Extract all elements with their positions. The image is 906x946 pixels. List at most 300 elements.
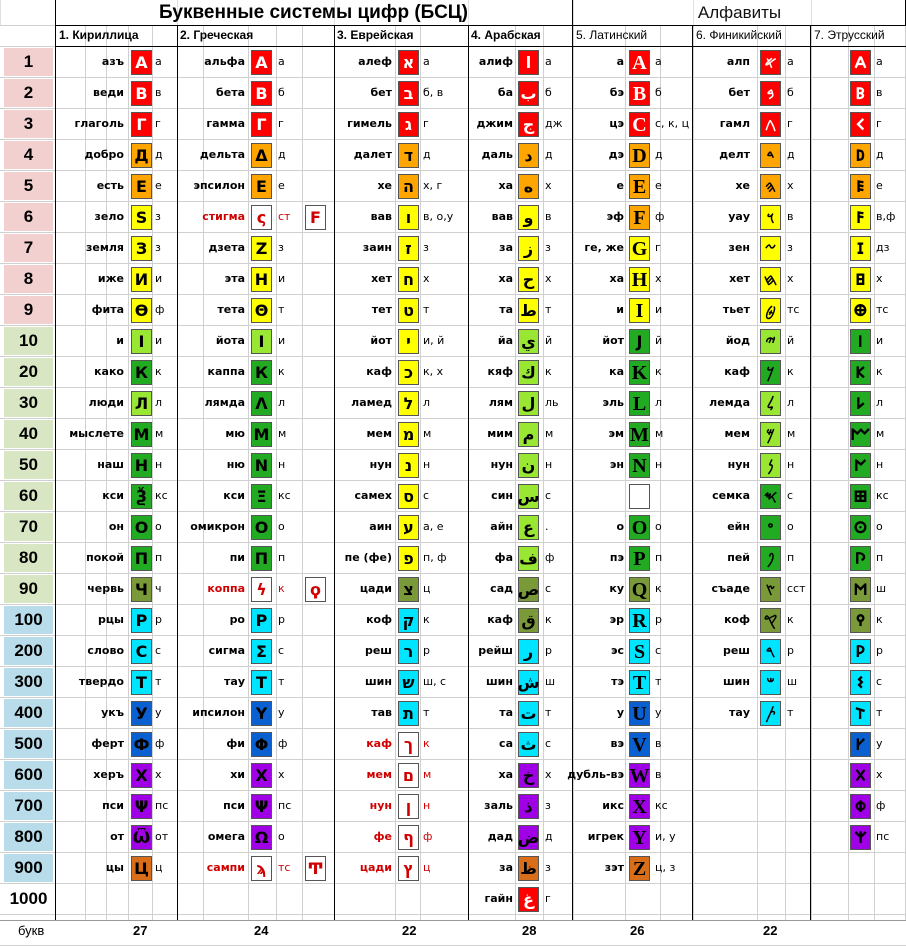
arabic-translit: р [545,644,552,657]
cyrillic-translit: о [155,520,162,533]
greek-letter: ϡ [251,856,272,881]
latin-letter: O [629,515,650,540]
greek-translit: п [278,551,286,564]
arabic-letter: ف [518,546,539,571]
latin-translit: е [655,179,662,192]
phoenician-translit: сст [787,582,806,595]
latin-translit: и, у [655,830,676,843]
hebrew-translit: р [423,644,430,657]
latin-letter: G [629,236,650,261]
greek-translit: г [278,117,284,130]
phoenician-letter: 𐤂 [760,112,781,137]
hebrew-translit: н [423,458,431,471]
greek-translit: л [278,396,286,409]
arabic-translit: б [545,86,552,99]
phoenician-letter: 𐤅 [760,205,781,230]
cyrillic-translit: н [155,458,163,471]
phoenician-translit: п [787,551,795,564]
etruscan-letter: 𐌔 [850,670,871,695]
greek-letter: К [251,360,272,385]
cyrillic-letter: Ѯ [131,484,152,509]
section-header-hebrew: 3. Еврейская [337,28,414,42]
greek-translit: з [278,241,284,254]
etruscan-letter: 𐌏 [850,515,871,540]
phoenician-name: тау [729,706,750,719]
arabic-letter: خ [518,763,539,788]
greek-letter: О [251,515,272,540]
cyrillic-name: слово [87,644,124,657]
arabic-translit: а [545,55,552,68]
cyrillic-translit: е [155,179,162,192]
etruscan-letter: 𐌄 [850,174,871,199]
arabic-translit: х [545,272,552,285]
phoenician-translit: ш [787,675,798,688]
greek-name: ро [229,613,245,626]
etruscan-translit: о [876,520,883,533]
greek-name: стигма [202,210,245,223]
greek-name: сигма [208,644,245,657]
greek-translit: и [278,272,286,285]
greek-name: лямда [204,396,245,409]
latin-name: зэт [604,861,624,874]
row-number: 6 [4,203,53,231]
cyrillic-name: веди [92,86,124,99]
phoenician-translit: р [787,644,794,657]
hebrew-translit: б, в [423,86,444,99]
latin-letter: L [629,391,650,416]
cyrillic-letter: Ц [131,856,152,881]
latin-name: дубль-вэ [567,768,624,781]
arabic-name: гайн [484,892,513,905]
phoenician-letter: 𐤁 [760,81,781,106]
row-number: 600 [4,761,53,789]
row-number: 40 [4,420,53,448]
phoenician-letter: 𐤎 [760,484,781,509]
phoenician-letter: 𐤃 [760,143,781,168]
etruscan-letter: 𐌒 [850,608,871,633]
arabic-letter: ط [518,298,539,323]
cyrillic-name: он [108,520,124,533]
latin-name: ха [609,272,624,285]
arabic-translit: н [545,458,553,471]
latin-translit: ц, з [655,861,676,874]
hebrew-translit: х [423,272,430,285]
etruscan-translit: е [876,179,883,192]
phoenician-name: съаде [711,582,750,595]
etruscan-letter: 𐌆 [850,236,871,261]
cyrillic-letter: Т [131,670,152,695]
phoenician-letter: 𐤒 [760,608,781,633]
greek-name: фи [226,737,245,750]
arabic-name: та [499,706,513,719]
greek-name: кси [223,489,245,502]
latin-translit: и [655,303,663,316]
greek-name: ню [226,458,245,471]
hebrew-letter: ס [398,484,419,509]
hebrew-name: каф [366,737,392,750]
etruscan-translit: л [876,396,884,409]
arabic-letter: ش [518,670,539,695]
hebrew-translit: ф [423,830,433,843]
arabic-letter: و [518,205,539,230]
arabic-translit: в [545,210,552,223]
etruscan-translit: кс [876,489,889,502]
greek-letter: Σ [251,639,272,664]
phoenician-name: каф [724,365,750,378]
row-number: 300 [4,668,53,696]
etruscan-letter: 𐌘 [850,794,871,819]
phoenician-letter: 𐤕 [760,701,781,726]
cyrillic-translit: ч [155,582,162,595]
hebrew-translit: ш, с [423,675,447,688]
arabic-letter: غ [518,887,539,912]
arabic-translit: с [545,489,552,502]
cyrillic-name: фита [91,303,124,316]
phoenician-name: алп [726,55,750,68]
hebrew-letter: ה [398,174,419,199]
cyrillic-translit: кс [155,489,168,502]
hebrew-name: заин [362,241,392,254]
cyrillic-translit: л [155,396,163,409]
latin-translit: о [655,520,662,533]
count-hebrew: 22 [402,923,417,938]
hebrew-name: каф [366,365,392,378]
hebrew-name: бет [370,86,392,99]
etruscan-letter: 𐌓 [850,639,871,664]
phoenician-translit: к [787,613,794,626]
row-number: 3 [4,110,53,138]
latin-letter: C [629,112,650,137]
etruscan-letter: 𐌌 [850,422,871,447]
row-number: 60 [4,482,53,510]
cyrillic-name: есть [96,179,124,192]
arabic-letter: ه [518,174,539,199]
phoenician-translit: д [787,148,795,161]
etruscan-letter: 𐌉 [850,329,871,354]
greek-translit: ст [278,210,291,223]
cyrillic-translit: д [155,148,163,161]
cyrillic-name: како [94,365,124,378]
hebrew-translit: и, й [423,334,445,347]
latin-letter: Z [629,856,650,881]
arabic-letter: ذ [518,794,539,819]
phoenician-name: уау [728,210,750,223]
etruscan-translit: г [876,117,882,130]
arabic-translit: с [545,737,552,750]
cyrillic-translit: г [155,117,161,130]
greek-translit: т [278,303,285,316]
greek-letter: Δ [251,143,272,168]
greek-name: ипсилон [192,706,245,719]
hebrew-letter: ק [398,608,419,633]
arabic-name: та [499,303,513,316]
cyrillic-translit: ф [155,737,165,750]
etruscan-letter: 𐌗 [850,763,871,788]
latin-translit: н [655,458,663,471]
cyrillic-name: зело [94,210,124,223]
arabic-letter: ث [518,732,539,757]
latin-name: пэ [609,551,624,564]
phoenician-translit: г [787,117,793,130]
arabic-name: кяф [487,365,513,378]
row-number: 10 [4,327,53,355]
greek-name: дельта [199,148,245,161]
row-number: 7 [4,234,53,262]
hebrew-letter: פ [398,546,419,571]
latin-letter: R [629,608,650,633]
cyrillic-letter: S [131,205,152,230]
greek-translit: кс [278,489,291,502]
etruscan-translit: т [876,706,883,719]
cyrillic-letter: В [131,81,152,106]
arabic-name: заль [484,799,513,812]
latin-name: бэ [609,86,624,99]
greek-letter: Ξ [251,484,272,509]
phoenician-translit: й [787,334,795,347]
greek-letter: М [251,422,272,447]
etruscan-translit: п [876,551,884,564]
greek-letter: В [251,81,272,106]
cyrillic-name: мыслете [69,427,124,440]
latin-name: о [616,520,624,533]
hebrew-letter: ף [398,825,419,850]
arabic-letter: ع [518,515,539,540]
hebrew-letter: ך [398,732,419,757]
greek-extra-letter: F [305,205,326,230]
latin-name: тэ [611,675,624,688]
latin-letter: S [629,639,650,664]
etruscan-translit: х [876,272,883,285]
hebrew-translit: в, о,у [423,210,454,223]
hebrew-letter: מ [398,422,419,447]
latin-letter: D [629,143,650,168]
hebrew-translit: д [423,148,431,161]
greek-name: омега [207,830,245,843]
cyrillic-translit: з [155,241,161,254]
latin-translit: кс [655,799,668,812]
etruscan-translit: с [876,675,883,688]
etruscan-translit: н [876,458,884,471]
cyrillic-letter: А [131,50,152,75]
arabic-name: сад [490,582,513,595]
greek-letter: А [251,50,272,75]
etruscan-translit: ш [876,582,887,595]
greek-letter: Т [251,670,272,695]
hebrew-translit: х, г [423,179,443,192]
greek-name: эта [224,272,245,285]
cyrillic-translit: в [155,86,162,99]
greek-name: тета [217,303,245,316]
cyrillic-translit: з [155,210,161,223]
greek-letter: Е [251,174,272,199]
greek-translit: е [278,179,285,192]
cyrillic-name: покой [86,551,124,564]
greek-translit: к [278,365,285,378]
greek-letter: Н [251,267,272,292]
etruscan-letter: 𐌋 [850,391,871,416]
cyrillic-name: кси [102,489,124,502]
cyrillic-letter: Д [131,143,152,168]
greek-name: тау [224,675,245,688]
phoenician-letter: 𐤆 [760,236,781,261]
latin-translit: п [655,551,663,564]
phoenician-letter: 𐤓 [760,639,781,664]
cyrillic-name: и [116,334,124,347]
latin-name: эф [606,210,624,223]
arabic-letter: ا [518,50,539,75]
arabic-translit: м [545,427,554,440]
hebrew-translit: г [423,117,429,130]
etruscan-translit: р [876,644,883,657]
phoenician-translit: л [787,396,795,409]
phoenician-name: шин [723,675,750,688]
hebrew-letter: י [398,329,419,354]
phoenician-name: йод [725,334,750,347]
hebrew-letter: ב [398,81,419,106]
arabic-letter: ي [518,329,539,354]
latin-name: а [616,55,624,68]
latin-translit: ф [655,210,665,223]
cyrillic-name: рцы [98,613,124,626]
latin-name: эс [610,644,624,657]
hebrew-name: хе [377,179,392,192]
arabic-letter: ظ [518,856,539,881]
row-number: 8 [4,265,53,293]
hebrew-name: тет [371,303,392,316]
hebrew-translit: ц [423,582,431,595]
row-number: 800 [4,823,53,851]
latin-name: у [616,706,624,719]
arabic-name: ха [498,179,513,192]
cyrillic-letter: П [131,546,152,571]
phoenician-name: бет [728,86,750,99]
greek-name: дзета [208,241,245,254]
cyrillic-translit: и [155,272,163,285]
cyrillic-letter: Ѳ [131,298,152,323]
greek-letter: І [251,329,272,354]
cyrillic-translit: пс [155,799,169,812]
latin-letter: P [629,546,650,571]
arabic-letter: ص [518,577,539,602]
arabic-translit: дж [545,117,563,130]
phoenician-translit: н [787,458,795,471]
latin-letter: H [629,267,650,292]
greek-translit: д [278,148,286,161]
row-number: 2 [4,79,53,107]
phoenician-translit: м [787,427,796,440]
arabic-name: алиф [478,55,513,68]
phoenician-name: лемда [709,396,750,409]
hebrew-letter: ו [398,205,419,230]
latin-name: цэ [609,117,624,130]
count-cyrillic: 27 [133,923,148,938]
hebrew-letter: ע [398,515,419,540]
phoenician-name: гамл [719,117,750,130]
hebrew-name: реш [364,644,392,657]
cyrillic-letter: Г [131,112,152,137]
arabic-name: каф [487,613,513,626]
hebrew-name: цади [359,582,392,595]
latin-translit: у [655,706,662,719]
etruscan-letter: 𐌖 [850,732,871,757]
arabic-translit: з [545,861,551,874]
etruscan-translit: тс [876,303,889,316]
latin-letter: K [629,360,650,385]
greek-translit: х [278,768,285,781]
cyrillic-name: червь [87,582,124,595]
row-number: 70 [4,513,53,541]
cyrillic-letter: Ч [131,577,152,602]
latin-name: е [616,179,624,192]
etruscan-letter: 𐌇 [850,267,871,292]
greek-letter: Ψ [251,794,272,819]
hebrew-name: йот [370,334,392,347]
latin-letter: Y [629,825,650,850]
arabic-letter: ك [518,360,539,385]
arabic-translit: ль [545,396,559,409]
cyrillic-translit: ц [155,861,163,874]
arabic-name: са [499,737,513,750]
arabic-letter: ج [518,112,539,137]
arabic-translit: д [545,148,553,161]
cyrillic-name: земля [86,241,124,254]
cyrillic-letter: Н [131,453,152,478]
hebrew-translit: н [423,799,431,812]
phoenician-letter: 𐤉 [760,329,781,354]
latin-name: эль [602,396,624,409]
cyrillic-letter: Р [131,608,152,633]
latin-letter: U [629,701,650,726]
row-number: 20 [4,358,53,386]
cyrillic-letter: Л [131,391,152,416]
hebrew-letter: ט [398,298,419,323]
greek-translit: б [278,86,285,99]
greek-letter: Λ [251,391,272,416]
phoenician-letter: 𐤏 [760,515,781,540]
cyrillic-name: глаголь [74,117,124,130]
greek-translit: пс [278,799,292,812]
latin-name: и [616,303,624,316]
hebrew-letter: ל [398,391,419,416]
etruscan-letter: 𐌁 [850,81,871,106]
hebrew-name: мем [366,768,392,781]
arabic-letter: ق [518,608,539,633]
latin-name: эн [609,458,624,471]
phoenician-name: тьет [722,303,750,316]
greek-letter: Х [251,763,272,788]
count-arabic: 28 [522,923,537,938]
greek-translit: к [278,582,285,595]
phoenician-letter: 𐤀 [760,50,781,75]
latin-name: ка [609,365,624,378]
greek-name: коппа [207,582,245,595]
etruscan-letter: 𐌙 [850,825,871,850]
etruscan-letter: 𐌐 [850,546,871,571]
cyrillic-name: азъ [101,55,124,68]
latin-letter: Q [629,577,650,602]
latin-name: йот [602,334,624,347]
greek-name: сампи [206,861,245,874]
cyrillic-letter: И [131,267,152,292]
latin-translit: х [655,272,662,285]
hebrew-letter: ש [398,670,419,695]
greek-translit: м [278,427,287,440]
cyrillic-name: цы [105,861,124,874]
phoenician-name: зен [728,241,750,254]
greek-translit: т [278,675,285,688]
hebrew-translit: ц [423,861,431,874]
row-number: 100 [4,606,53,634]
